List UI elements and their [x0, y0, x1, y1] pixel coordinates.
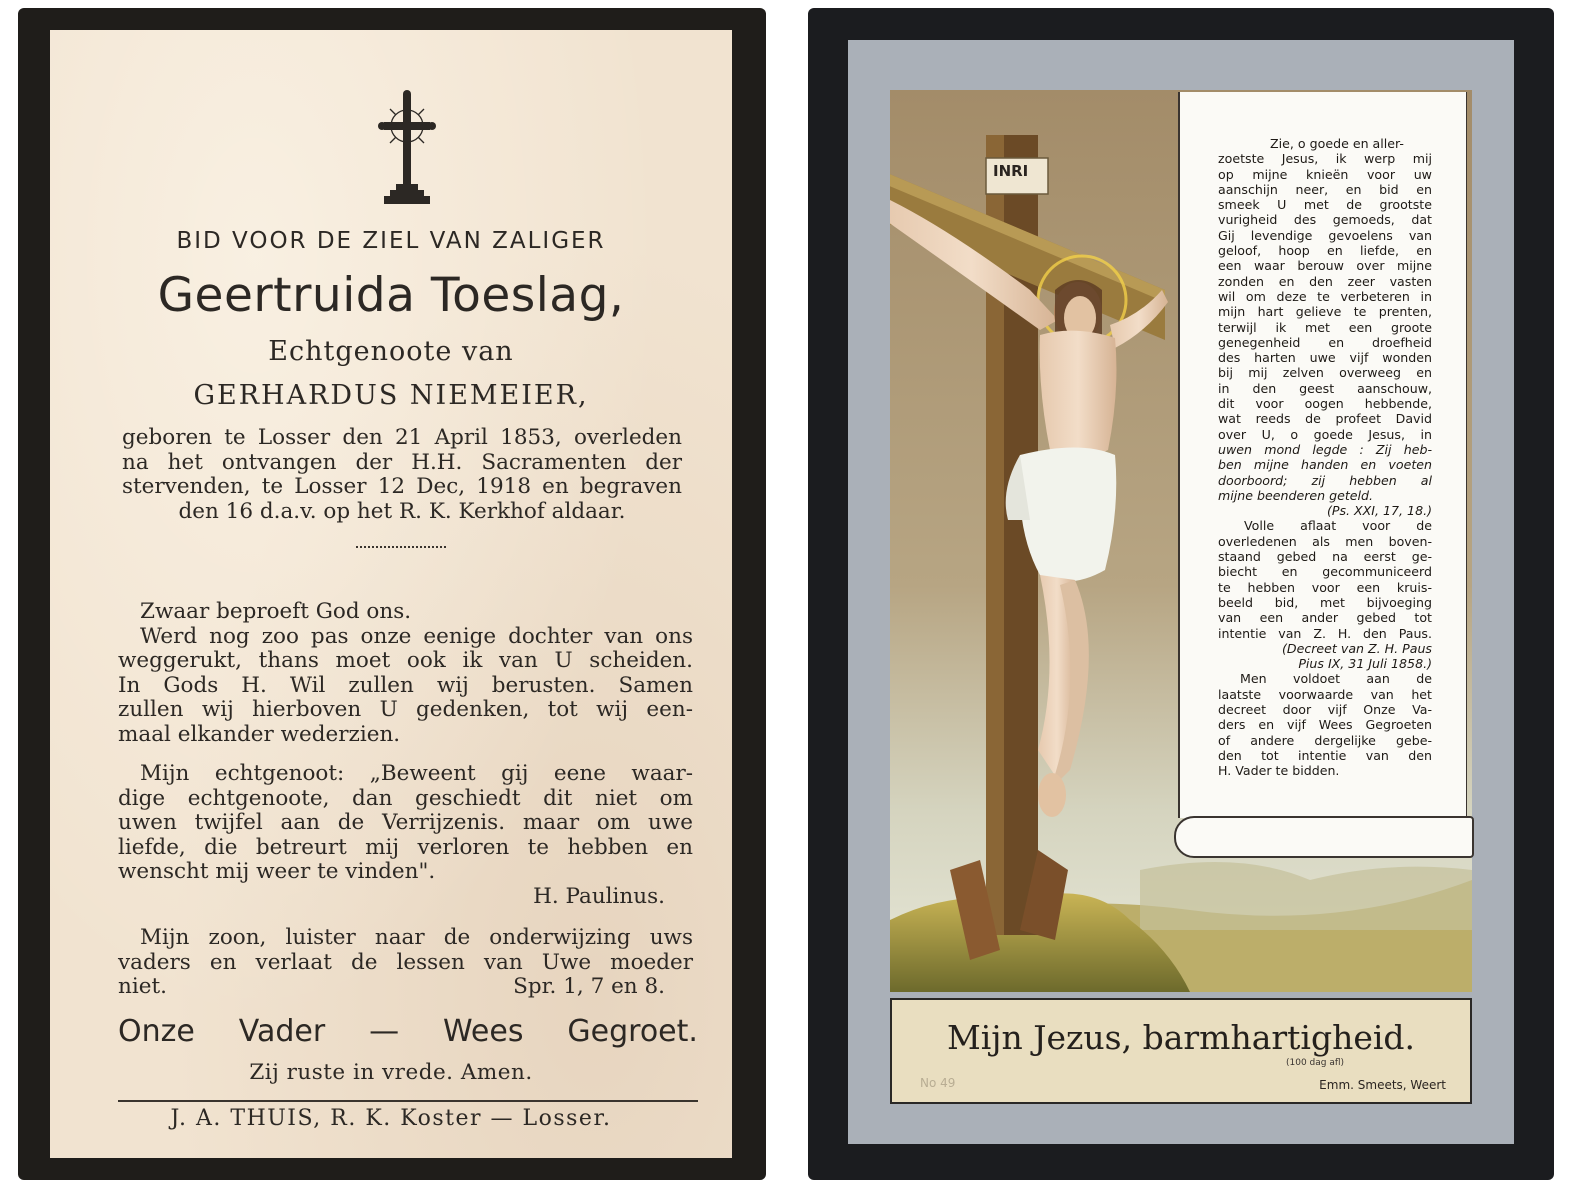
scroll-line: beeld bid, met bijvoeging: [1218, 594, 1432, 610]
scroll-line: ders en vijf Wees Gegroeten: [1218, 717, 1432, 733]
text-line: liefde, die betreurt mij verloren te hebben en: [118, 834, 693, 860]
footer-rule: [118, 1100, 698, 1102]
scroll-line: overledenen als men boven-: [1218, 533, 1432, 549]
text-line: [118, 975, 693, 1000]
bio-line: geboren te Losser den 21 April 1853, overleden: [122, 425, 682, 450]
scroll-line: wil om deze te verbeteren in: [1218, 288, 1432, 304]
text-line: Zwaar beproeft God ons.: [140, 599, 412, 624]
scroll-line: smeek U met de grootste: [1218, 197, 1432, 213]
scroll-line: uwen mond legde : Zij heb-: [1218, 441, 1432, 457]
prayer-line: [118, 1014, 698, 1049]
prayer-word: Gegroet.: [567, 1014, 698, 1049]
closing-blessing: Zij ruste in vrede. Amen.: [249, 1060, 533, 1085]
scroll-line: van een ander gebed tot: [1218, 610, 1432, 626]
text-line: In Gods H. Wil zullen wij berusten. Samen: [118, 672, 693, 698]
deceased-name: Geertruida Toeslag,: [157, 268, 625, 323]
text-line: Werd nog zoo pas onze eenige dochter van ons: [140, 623, 693, 649]
scroll-line: vurigheid des gemoeds, dat: [1218, 212, 1432, 228]
text-block-2: [118, 762, 693, 909]
scroll-line: biecht en gecommuniceerd: [1218, 564, 1432, 580]
bio-line: stervenden, te Losser 12 Dec, 1918 en begraven: [122, 474, 682, 499]
memorial-card-front: [18, 8, 766, 1180]
scroll-line: genegenheid en droefheid: [1218, 334, 1432, 350]
scroll-line: Volle aflaat voor de: [1244, 518, 1432, 534]
scroll-line: geloof, hoop en liefde, en: [1218, 243, 1432, 259]
scroll-line: op mijne knieën voor uw: [1218, 166, 1432, 182]
scroll-line: terwijl ik met een groote: [1218, 319, 1432, 335]
text-line: weggerukt, thans moet ook ik van U scheiden.: [118, 648, 693, 673]
caption-panel: [890, 998, 1472, 1104]
scroll-line: mijne beenderen geteld.: [1218, 487, 1374, 503]
prayer-word: Wees: [443, 1014, 524, 1049]
scroll-line: laatste voorwaarde van het: [1218, 686, 1432, 702]
bio-line: den 16 d.a.v. op het R. K. Kerkhof aldaar.: [178, 498, 626, 524]
scroll-line: Zie, o goede en aller-: [1270, 136, 1404, 151]
text-line: maal elkander wederzien.: [118, 721, 401, 747]
scroll-line: H. Vader te bidden.: [1218, 763, 1340, 779]
scroll-line: aanschijn neer, en bid en: [1218, 181, 1432, 197]
scroll-line: een waar berouw over mijne: [1218, 258, 1432, 274]
scroll-line: doorboord; zij hebben al: [1218, 472, 1432, 488]
text-line: uwen twijfel aan de Verrijzenis. maar om uwe: [118, 810, 693, 835]
scroll-line: in den geest aanschouw,: [1218, 380, 1432, 396]
scroll-line: mijn hart gelieve te prenten,: [1218, 304, 1432, 320]
scroll-line: zonden en den zeer vasten: [1218, 273, 1432, 289]
spouse-name: GERHARDUS NIEMEIER,: [193, 380, 589, 411]
indulgence-note: (100 dag afl): [1286, 1058, 1345, 1068]
attribution: H. Paulinus.: [533, 883, 665, 909]
scroll-prayer-text: [1218, 136, 1432, 778]
bio-line: na het ontvangen der H.H. Sacramenten der: [122, 449, 682, 475]
text-line: wenscht mij weer te vinden".: [118, 859, 436, 884]
text-line: dige echtgenoote, dan geschiedt dit niet om: [118, 785, 693, 811]
scroll-line: dit voor oogen hebbende,: [1218, 396, 1432, 412]
scroll-line: (Decreet van Z. H. Paus: [1281, 640, 1432, 656]
scroll-line: bij mij zelven overweeg en: [1218, 365, 1432, 381]
publisher: Emm. Smeets, Weert: [1319, 1078, 1446, 1092]
card-heading: BID VOOR DE ZIEL VAN ZALIGER: [176, 228, 606, 254]
scroll-line: wat reeds de profeet David: [1218, 411, 1432, 427]
text-line: Mijn echtgenoot: „Beweent gij eene waar-: [140, 761, 693, 786]
scroll-line: over U, o goede Jesus, in: [1218, 426, 1432, 442]
scroll-line: (Ps. XXI, 17, 18.): [1326, 503, 1432, 519]
text-block-1: [118, 600, 693, 747]
caption-title: Mijn Jezus, barmhartigheid.: [946, 1018, 1416, 1057]
printer-credit: J. A. THUIS, R. K. Koster — Losser.: [170, 1106, 612, 1131]
text-block-3: [118, 926, 693, 1000]
scroll-line: den tot intentie van den: [1218, 747, 1432, 763]
text-line-end: niet.: [118, 974, 167, 999]
prayer-word: —: [369, 1014, 400, 1049]
spouse-of-label: Echtgenoote van: [268, 336, 514, 367]
scroll-line: Men voldoet aan de: [1240, 671, 1432, 687]
biography: [122, 426, 682, 524]
cross-icon: [368, 88, 446, 206]
scroll-line: Gij levendige gevoelens van: [1218, 227, 1432, 243]
scroll-line: intentie van Z. H. den Paus.: [1218, 625, 1432, 641]
text-line: zullen wij hierboven U gedenken, tot wij een-: [118, 697, 693, 722]
dotted-divider: [356, 546, 446, 548]
scroll-line: te hebben voor een kruis-: [1218, 579, 1432, 595]
scroll-line: ben mijne handen en voeten: [1218, 457, 1432, 473]
scroll-line: of andere dergelijke gebe-: [1218, 732, 1432, 748]
scroll-roll: [1174, 816, 1474, 858]
scroll-line: des harten uwe vijf wonden: [1218, 350, 1432, 366]
prayer-word: Vader: [238, 1014, 326, 1049]
scripture-reference: Spr. 1, 7 en 8.: [513, 974, 665, 999]
inri-plaque-text: INRI: [993, 162, 1029, 180]
scroll-line: decreet door vijf Onze Va-: [1218, 701, 1432, 717]
text-line: Mijn zoon, luister naar de onderwijzing uws: [140, 925, 693, 950]
prayer-word: Onze: [118, 1014, 195, 1049]
card-paper: [50, 30, 732, 1158]
catalog-number: No 49: [920, 1076, 956, 1090]
text-line: vaders en verlaat de lessen van Uwe moeder: [118, 949, 693, 975]
scroll-line: staand gebed na eerst ge-: [1218, 549, 1432, 565]
scroll-line: Pius IX, 31 Juli 1858.): [1298, 656, 1432, 672]
scroll-line: zoetste Jesus, ik werp mij: [1218, 151, 1432, 167]
